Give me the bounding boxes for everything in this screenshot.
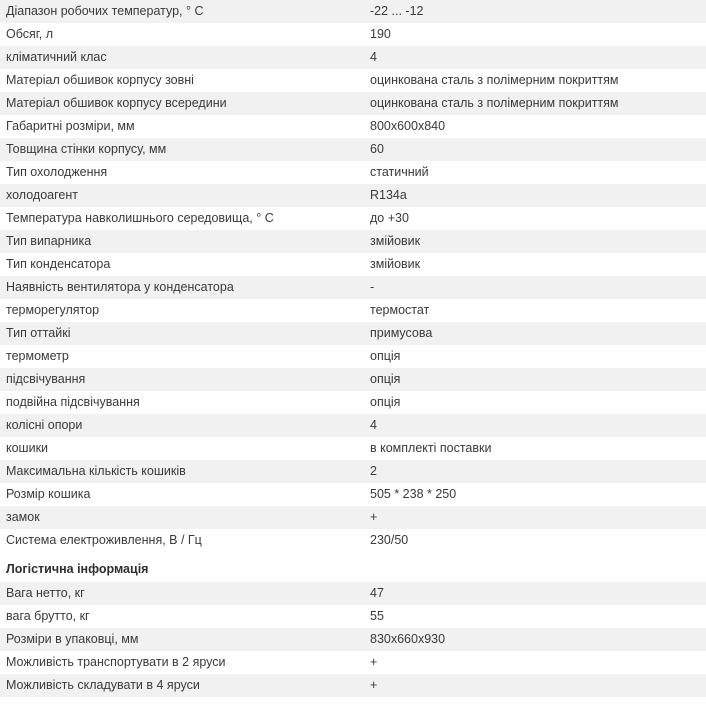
table-row xyxy=(0,506,706,529)
spec-name: Наявність вентилятора у конденсатора xyxy=(0,276,364,299)
spec-value: 4 xyxy=(364,414,706,437)
spec-name: Розміри в упаковці, мм xyxy=(0,628,364,651)
spec-value: опція xyxy=(364,391,706,414)
table-row xyxy=(0,460,706,483)
table-row xyxy=(0,207,706,230)
table-row xyxy=(0,161,706,184)
section-title: Логістична інформація xyxy=(0,552,706,582)
spec-name: Розмір кошика xyxy=(0,483,364,506)
spec-name: Тип охолодження xyxy=(0,161,364,184)
spec-value: змійовик xyxy=(364,253,706,276)
table-row xyxy=(0,628,706,651)
table-row xyxy=(0,299,706,322)
spec-name: Вага нетто, кг xyxy=(0,582,364,605)
spec-name: холодоагент xyxy=(0,184,364,207)
table-row xyxy=(0,483,706,506)
table-row xyxy=(0,138,706,161)
table-row xyxy=(0,322,706,345)
spec-value: статичний xyxy=(364,161,706,184)
spec-value: - xyxy=(364,276,706,299)
spec-name: Обсяг, л xyxy=(0,23,364,46)
spec-name: Габаритні розміри, мм xyxy=(0,115,364,138)
spec-name: подвійна підсвічування xyxy=(0,391,364,414)
table-row xyxy=(0,0,706,23)
table-row xyxy=(0,605,706,628)
spec-value: 830x660x930 xyxy=(364,628,706,651)
table-row xyxy=(0,230,706,253)
table-row xyxy=(0,368,706,391)
spec-name: терморегулятор xyxy=(0,299,364,322)
spec-name: Система електроживлення, В / Гц xyxy=(0,529,364,552)
spec-value: 4 xyxy=(364,46,706,69)
spec-value: термостат xyxy=(364,299,706,322)
spec-value: 800x600x840 xyxy=(364,115,706,138)
spec-value: + xyxy=(364,674,706,697)
table-row xyxy=(0,23,706,46)
table-row xyxy=(0,414,706,437)
spec-value: + xyxy=(364,506,706,529)
spec-value: 2 xyxy=(364,460,706,483)
table-row xyxy=(0,184,706,207)
spec-name: Діапазон робочих температур, ° C xyxy=(0,0,364,23)
spec-value: -22 ... -12 xyxy=(364,0,706,23)
spec-name: термометр xyxy=(0,345,364,368)
spec-value: оцинкована сталь з полімерним покриттям xyxy=(364,92,706,115)
spec-name: підсвічування xyxy=(0,368,364,391)
table-row xyxy=(0,651,706,674)
spec-name: Можливість транспортувати в 2 яруси xyxy=(0,651,364,674)
spec-value: в комплекті поставки xyxy=(364,437,706,460)
spec-value: 47 xyxy=(364,582,706,605)
spec-value: примусова xyxy=(364,322,706,345)
table-row xyxy=(0,674,706,697)
spec-value: 190 xyxy=(364,23,706,46)
table-row xyxy=(0,115,706,138)
table-row xyxy=(0,437,706,460)
spec-name: кліматичний клас xyxy=(0,46,364,69)
spec-value: 60 xyxy=(364,138,706,161)
table-row xyxy=(0,276,706,299)
table-row xyxy=(0,46,706,69)
table-row xyxy=(0,529,706,552)
spec-name: вага брутто, кг xyxy=(0,605,364,628)
spec-name: Тип випарника xyxy=(0,230,364,253)
spec-name: Матеріал обшивок корпусу всередини xyxy=(0,92,364,115)
spec-name: Матеріал обшивок корпусу зовні xyxy=(0,69,364,92)
spec-name: Тип оттайкі xyxy=(0,322,364,345)
table-row xyxy=(0,92,706,115)
table-row xyxy=(0,582,706,605)
spec-name: Максимальна кількість кошиків xyxy=(0,460,364,483)
table-row xyxy=(0,345,706,368)
spec-value: R134a xyxy=(364,184,706,207)
spec-value: 505 * 238 * 250 xyxy=(364,483,706,506)
spec-name: Товщина стінки корпусу, мм xyxy=(0,138,364,161)
spec-name: Температура навколишнього середовища, ° C xyxy=(0,207,364,230)
table-row xyxy=(0,69,706,92)
spec-value: опція xyxy=(364,368,706,391)
spec-name: кошики xyxy=(0,437,364,460)
table-row xyxy=(0,253,706,276)
table-section-header xyxy=(0,552,706,582)
spec-value: опція xyxy=(364,345,706,368)
spec-name: Можливість складувати в 4 яруси xyxy=(0,674,364,697)
spec-value: до +30 xyxy=(364,207,706,230)
spec-value: 230/50 xyxy=(364,529,706,552)
spec-value: оцинкована сталь з полімерним покриттям xyxy=(364,69,706,92)
spec-value: + xyxy=(364,651,706,674)
spec-value: змійовик xyxy=(364,230,706,253)
spec-value: 55 xyxy=(364,605,706,628)
table-row xyxy=(0,391,706,414)
spec-name: Тип конденсатора xyxy=(0,253,364,276)
spec-name: колісні опори xyxy=(0,414,364,437)
spec-name: замок xyxy=(0,506,364,529)
